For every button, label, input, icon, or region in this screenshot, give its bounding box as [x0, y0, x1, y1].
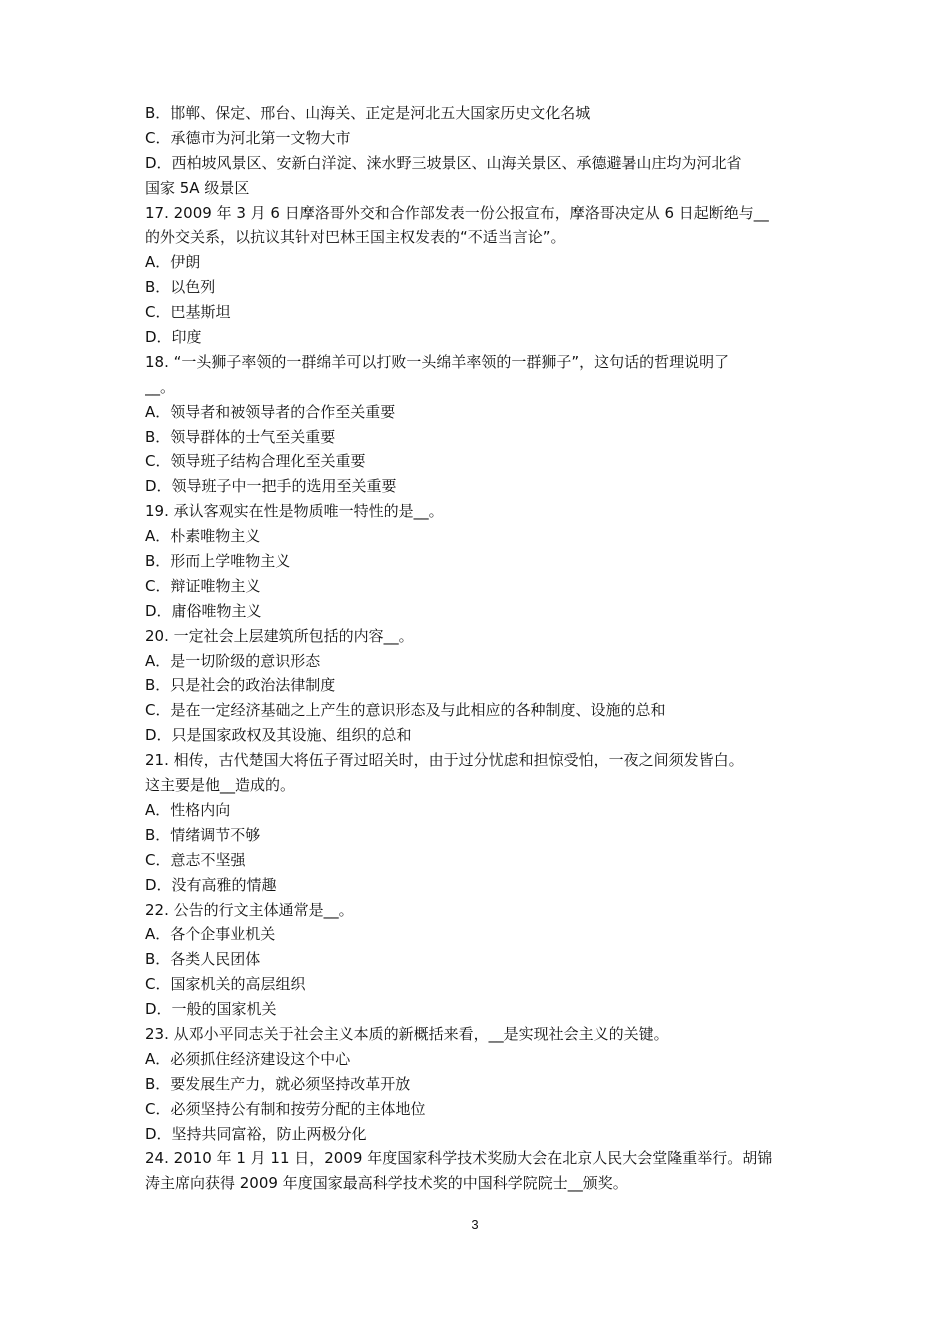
- question-18-line-1: 18. “一头狮子率领的一群绵羊可以打败一头绵羊率领的一群狮子”，这句话的哲理说明了: [145, 352, 730, 371]
- question-22-option-d: D．一般的国家机关: [145, 1000, 277, 1019]
- question-21-line-2: 这主要是他__造成的。: [145, 776, 296, 795]
- option-d-line: D．西柏坡风景区、安新白洋淀、涞水野三坡景区、山海关景区、承德避暑山庄均为河北省: [145, 153, 742, 172]
- question-17-option-b: B．以色列: [145, 278, 216, 297]
- question-19: 19. 承认客观实在性是物质唯一特性的是__。: [145, 502, 444, 521]
- option-d-continuation: 国家 5A 级景区: [145, 178, 250, 197]
- question-17-option-a: A．伊朗: [145, 253, 201, 272]
- question-21-option-a: A．性格内向: [145, 800, 231, 819]
- question-23-option-b: B．要发展生产力，就必须坚持改革开放: [145, 1074, 411, 1093]
- question-17-line-2: 的外交关系，以抗议其针对巴林王国主权发表的“不适当言论”。: [145, 228, 566, 247]
- question-22-option-a: A．各个企事业机关: [145, 925, 276, 944]
- question-22-option-b: B．各类人民团体: [145, 950, 261, 969]
- question-19-option-a: A．朴素唯物主义: [145, 527, 261, 546]
- question-18-option-b: B．领导群体的士气至关重要: [145, 427, 336, 446]
- question-19-option-d: D．庸俗唯物主义: [145, 601, 262, 620]
- question-17-option-c: C．巴基斯坦: [145, 303, 231, 322]
- question-17-line-1: 17. 2009 年 3 月 6 日摩洛哥外交和合作部发表一份公报宣布，摩洛哥决定从 6 日起断绝与__: [145, 203, 769, 222]
- question-20-option-b: B．只是社会的政治法律制度: [145, 676, 336, 695]
- question-21-line-1: 21. 相传，古代楚国大将伍子胥过昭关时，由于过分忧虑和担惊受怕，一夜之间须发皆白。: [145, 751, 744, 770]
- option-b-line: B．邯郸、保定、邢台、山海关、正定是河北五大国家历史文化名城: [145, 104, 591, 122]
- question-19-option-b: B．形而上学唯物主义: [145, 552, 291, 571]
- question-21-option-d: D．没有高雅的情趣: [145, 875, 277, 894]
- page-number: 3: [471, 1217, 479, 1232]
- question-20-option-c: C．是在一定经济基础之上产生的意识形态及与此相应的各种制度、设施的总和: [145, 701, 666, 720]
- question-21-option-b: B．情绪调节不够: [145, 825, 261, 844]
- option-c-line: C．承德市为河北第一文物大市: [145, 128, 351, 147]
- question-23-option-a: A．必须抓住经济建设这个中心: [145, 1049, 351, 1068]
- question-17-option-d: D．印度: [145, 328, 202, 347]
- question-24-line-1: 24. 2010 年 1 月 11 日，2009 年度国家科学技术奖励大会在北京人民大会堂隆重举行。胡锦: [145, 1149, 773, 1168]
- question-19-option-c: C．辩证唯物主义: [145, 576, 261, 595]
- question-22-option-c: C．国家机关的高层组织: [145, 975, 306, 994]
- question-23: 23. 从邓小平同志关于社会主义本质的新概括来看，__是实现社会主义的关键。: [145, 1024, 669, 1043]
- question-23-option-d: D．坚持共同富裕，防止两极分化: [145, 1124, 367, 1143]
- question-18-option-c: C．领导班子结构合理化至关重要: [145, 452, 366, 471]
- question-22: 22. 公告的行文主体通常是__。: [145, 900, 354, 919]
- question-18-option-a: A．领导者和被领导者的合作至关重要: [145, 402, 396, 421]
- question-20-option-a: A．是一切阶级的意识形态: [145, 651, 321, 670]
- question-20: 20. 一定社会上层建筑所包括的内容__。: [145, 626, 414, 645]
- question-21-option-c: C．意志不坚强: [145, 850, 246, 869]
- question-20-option-d: D．只是国家政权及其设施、组织的总和: [145, 726, 412, 745]
- question-24-line-2: 涛主席向获得 2009 年度国家最高科学技术奖的中国科学院院士__颁奖。: [145, 1174, 628, 1193]
- document-body: [145, 101, 810, 1196]
- question-23-option-c: C．必须坚持公有制和按劳分配的主体地位: [145, 1099, 426, 1118]
- question-18-option-d: D．领导班子中一把手的选用至关重要: [145, 477, 397, 496]
- question-18-line-2: __。: [145, 377, 176, 396]
